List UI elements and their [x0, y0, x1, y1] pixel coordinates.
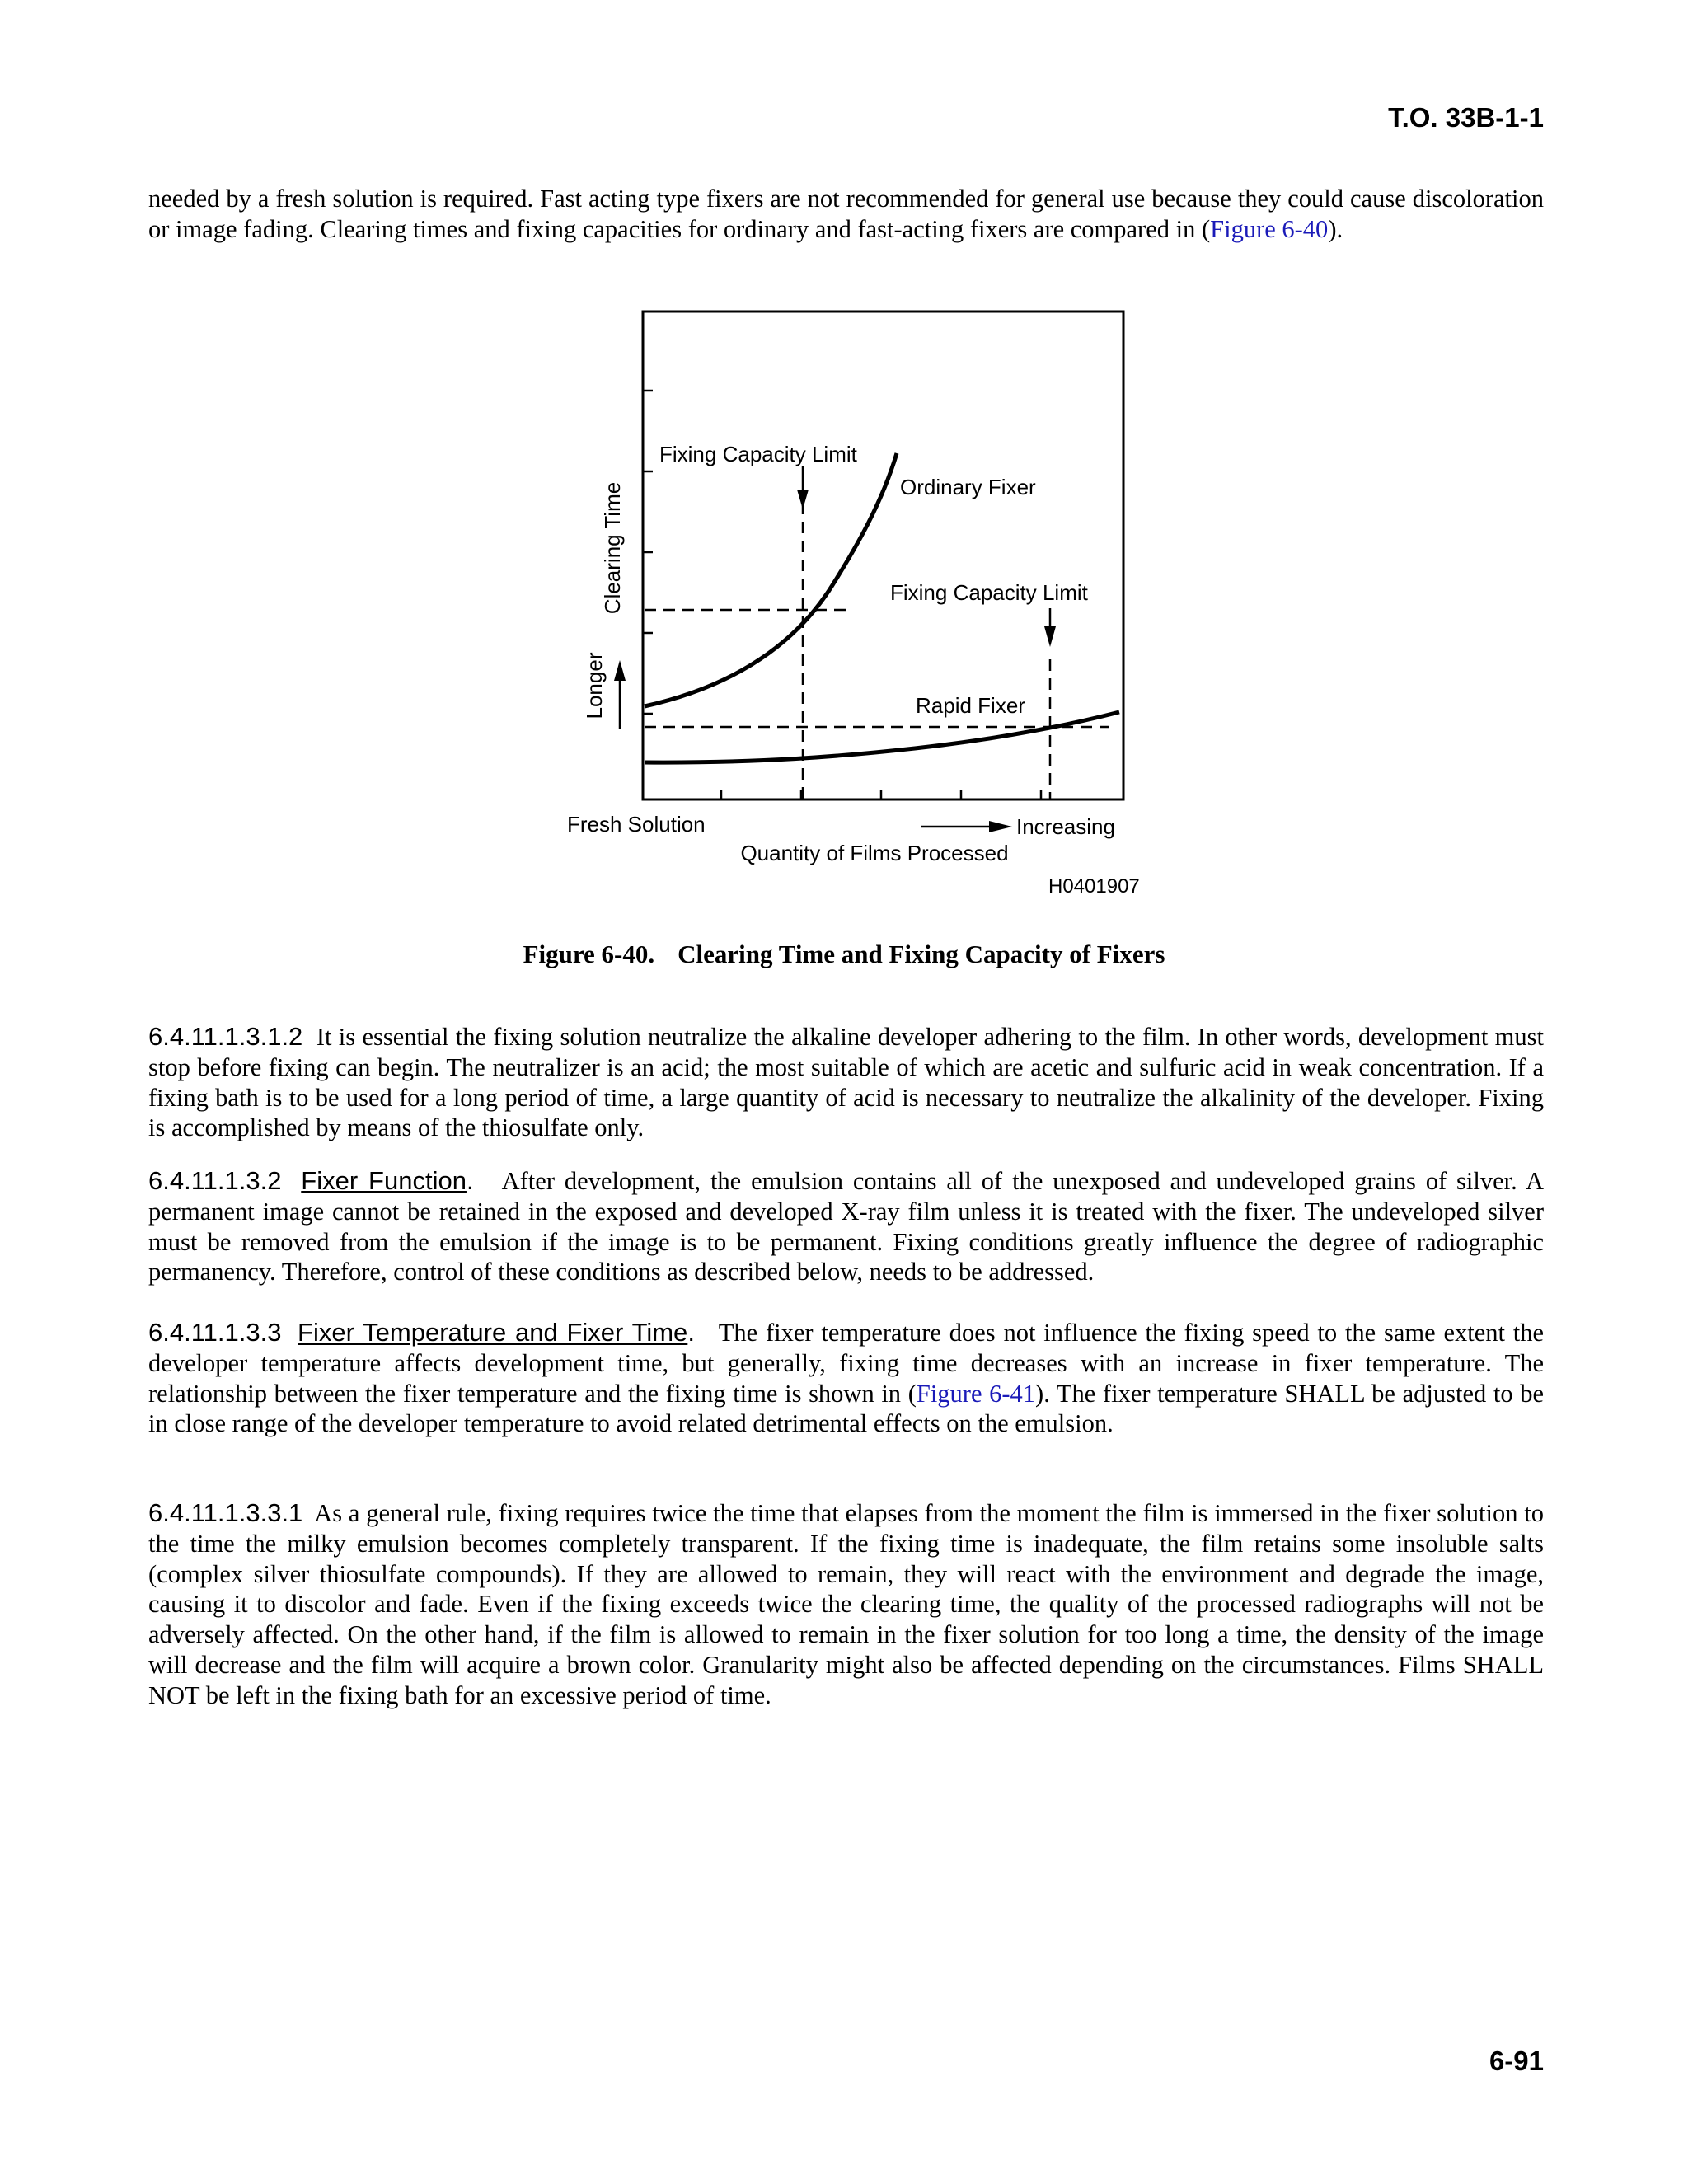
arrow-right-icon	[921, 821, 1012, 832]
figure-6-41-link[interactable]: Figure 6-41	[916, 1379, 1036, 1408]
fixer-diagram	[0, 0, 1688, 923]
section-number: 6.4.11.1.3.3	[148, 1318, 282, 1347]
arrow-down-icon	[797, 466, 809, 509]
x-axis-label: Quantity of Films Processed	[740, 841, 1009, 865]
section-paragraph	[148, 1022, 1544, 1143]
section-body: The fixer temperature does not influence the fixing speed to the same extent the developer temperature affects development time, but generally, fixing time decreases with an increase in fixer temperature. The relationship between the fixer temperature and the fixing time is shown in (	[148, 1319, 1545, 1408]
figure-title: Clearing Time and Fixing Capacity of Fixers	[678, 940, 1165, 968]
arrow-up-icon	[614, 660, 626, 729]
section-body: As a general rule, fixing requires twice the time that elapses from the moment the film is immersed in the fixer solution to the time the milky emulsion becomes completely transparent. If the fixing time is inadequate, the film retains some insoluble salts (complex silver thiosulfate compounds). If they are allowed to remain, they will react with the environment and degrade the image, causing it to discolor and fade. Even if the fixing exceeds twice the clearing time, the quality of the processed radiographs will not be adversely affected. On the other hand, if the film is allowed to remain in the fixer solution for too long a time, the density of the image will decrease and the film will acquire a brown color. Granularity might also be affected depending on the circumstances. Films SHALL NOT be left in the fixing bath for an excessive period of time.	[148, 1499, 1544, 1709]
section-heading: Fixer Temperature and Fixer Time	[298, 1318, 688, 1347]
x-axis-start-label: Fresh Solution	[567, 812, 706, 837]
section-paragraph: 6.4.11.1.3.3 Fixer Temperature and Fixer Time. The fixer temperature does not influence the fixing speed to the same extent the developer temperature affects development time, but generally, fixing time decreases with an increase in fixer temperature. The relationship between the fixer temperature and the fixing time is shown in (Figure 6-41). The fixer temperature SHALL be adjusted to be in close range of the developer temperature to avoid related detrimental effects on the emulsion.	[148, 1318, 1545, 1438]
section-body: It is essential the fixing solution neutralize the alkaline developer adhering to the film. In other words, development must stop before fixing can begin. The neutralizer is an acid; the most suitable of which are acetic and sulfuric acid in weak concentration. If a fixing bath is to be used for a long period of time, a large quantity of acid is necessary to neutralize the alkalinity of the developer. Fixing is accomplished by means of the thiosulfate only.	[148, 1023, 1544, 1142]
x-axis-end-label: Increasing	[1016, 814, 1115, 839]
section-number: 6.4.11.1.3.3.1	[148, 1498, 303, 1527]
ordinary-fixer-label: Ordinary Fixer	[900, 475, 1036, 499]
figure-6-40-link[interactable]: Figure 6-40	[1210, 214, 1329, 243]
figure-number: Figure 6-40.	[523, 940, 655, 968]
section-heading: Fixer Function	[301, 1166, 467, 1195]
arrow-down-icon	[1044, 608, 1056, 647]
x-axis-ticks	[721, 790, 1041, 799]
figure-image-id: H0401907	[1048, 875, 1140, 898]
fixing-capacity-limit-label-ordinary: Fixing Capacity Limit	[659, 442, 857, 466]
section-paragraph	[148, 1498, 1544, 1711]
intro-text-end: ).	[1328, 214, 1343, 243]
section-body-end: ). The fixer temperature SHALL be adjusted to be in close range of the developer temperature to avoid related detrimental effects on the emulsion.	[148, 1379, 1544, 1438]
page-number: 6-91	[1489, 2046, 1544, 2076]
y-axis-label: Clearing Time	[600, 481, 625, 615]
section-body: After development, the emulsion contains all of the unexposed and undeveloped grains of silver. A permanent image cannot be retained in the exposed and developed X-ray film unless it is treated with the fixer. The undeveloped silver must be removed from the emulsion if the image is to be permanent. Fixing conditions greatly influence the degree of radiographic permanency. Therefore, control of these conditions as described below, needs to be addressed.	[148, 1167, 1545, 1286]
y-axis-ticks	[643, 391, 653, 714]
intro-text: needed by a fresh solution is required. Fast acting type fixers are not recommended for general use because they could cause discoloration or image fading. Clearing times and fixing capacities for ordinary and fast-acting fixers are compared in (	[148, 185, 1544, 243]
section-number: 6.4.11.1.3.1.2	[148, 1022, 303, 1051]
capacity-guide-lines	[645, 503, 1109, 799]
fixing-capacity-limit-label-rapid: Fixing Capacity Limit	[890, 580, 1088, 605]
section-number: 6.4.11.1.3.2	[148, 1166, 282, 1195]
figure-caption	[0, 940, 1688, 969]
section-paragraph: 6.4.11.1.3.2 Fixer Function. After development, the emulsion contains all of the unexposed and undeveloped grains of silver. A permanent image cannot be retained in the exposed and developed X-ray film unless it is treated with the fixer. The undeveloped silver must be removed from the emulsion if the image is to be permanent. Fixing conditions greatly influence the degree of radiographic permanency. Therefore, control of these conditions as described below, needs to be addressed.	[148, 1166, 1545, 1286]
document-code: T.O. 33B-1-1	[1388, 102, 1544, 133]
rapid-fixer-label: Rapid Fixer	[916, 693, 1025, 718]
ordinary-fixer-curve	[645, 453, 897, 706]
y-axis-direction-label: Longer	[582, 652, 607, 719]
rapid-fixer-curve	[645, 712, 1119, 762]
